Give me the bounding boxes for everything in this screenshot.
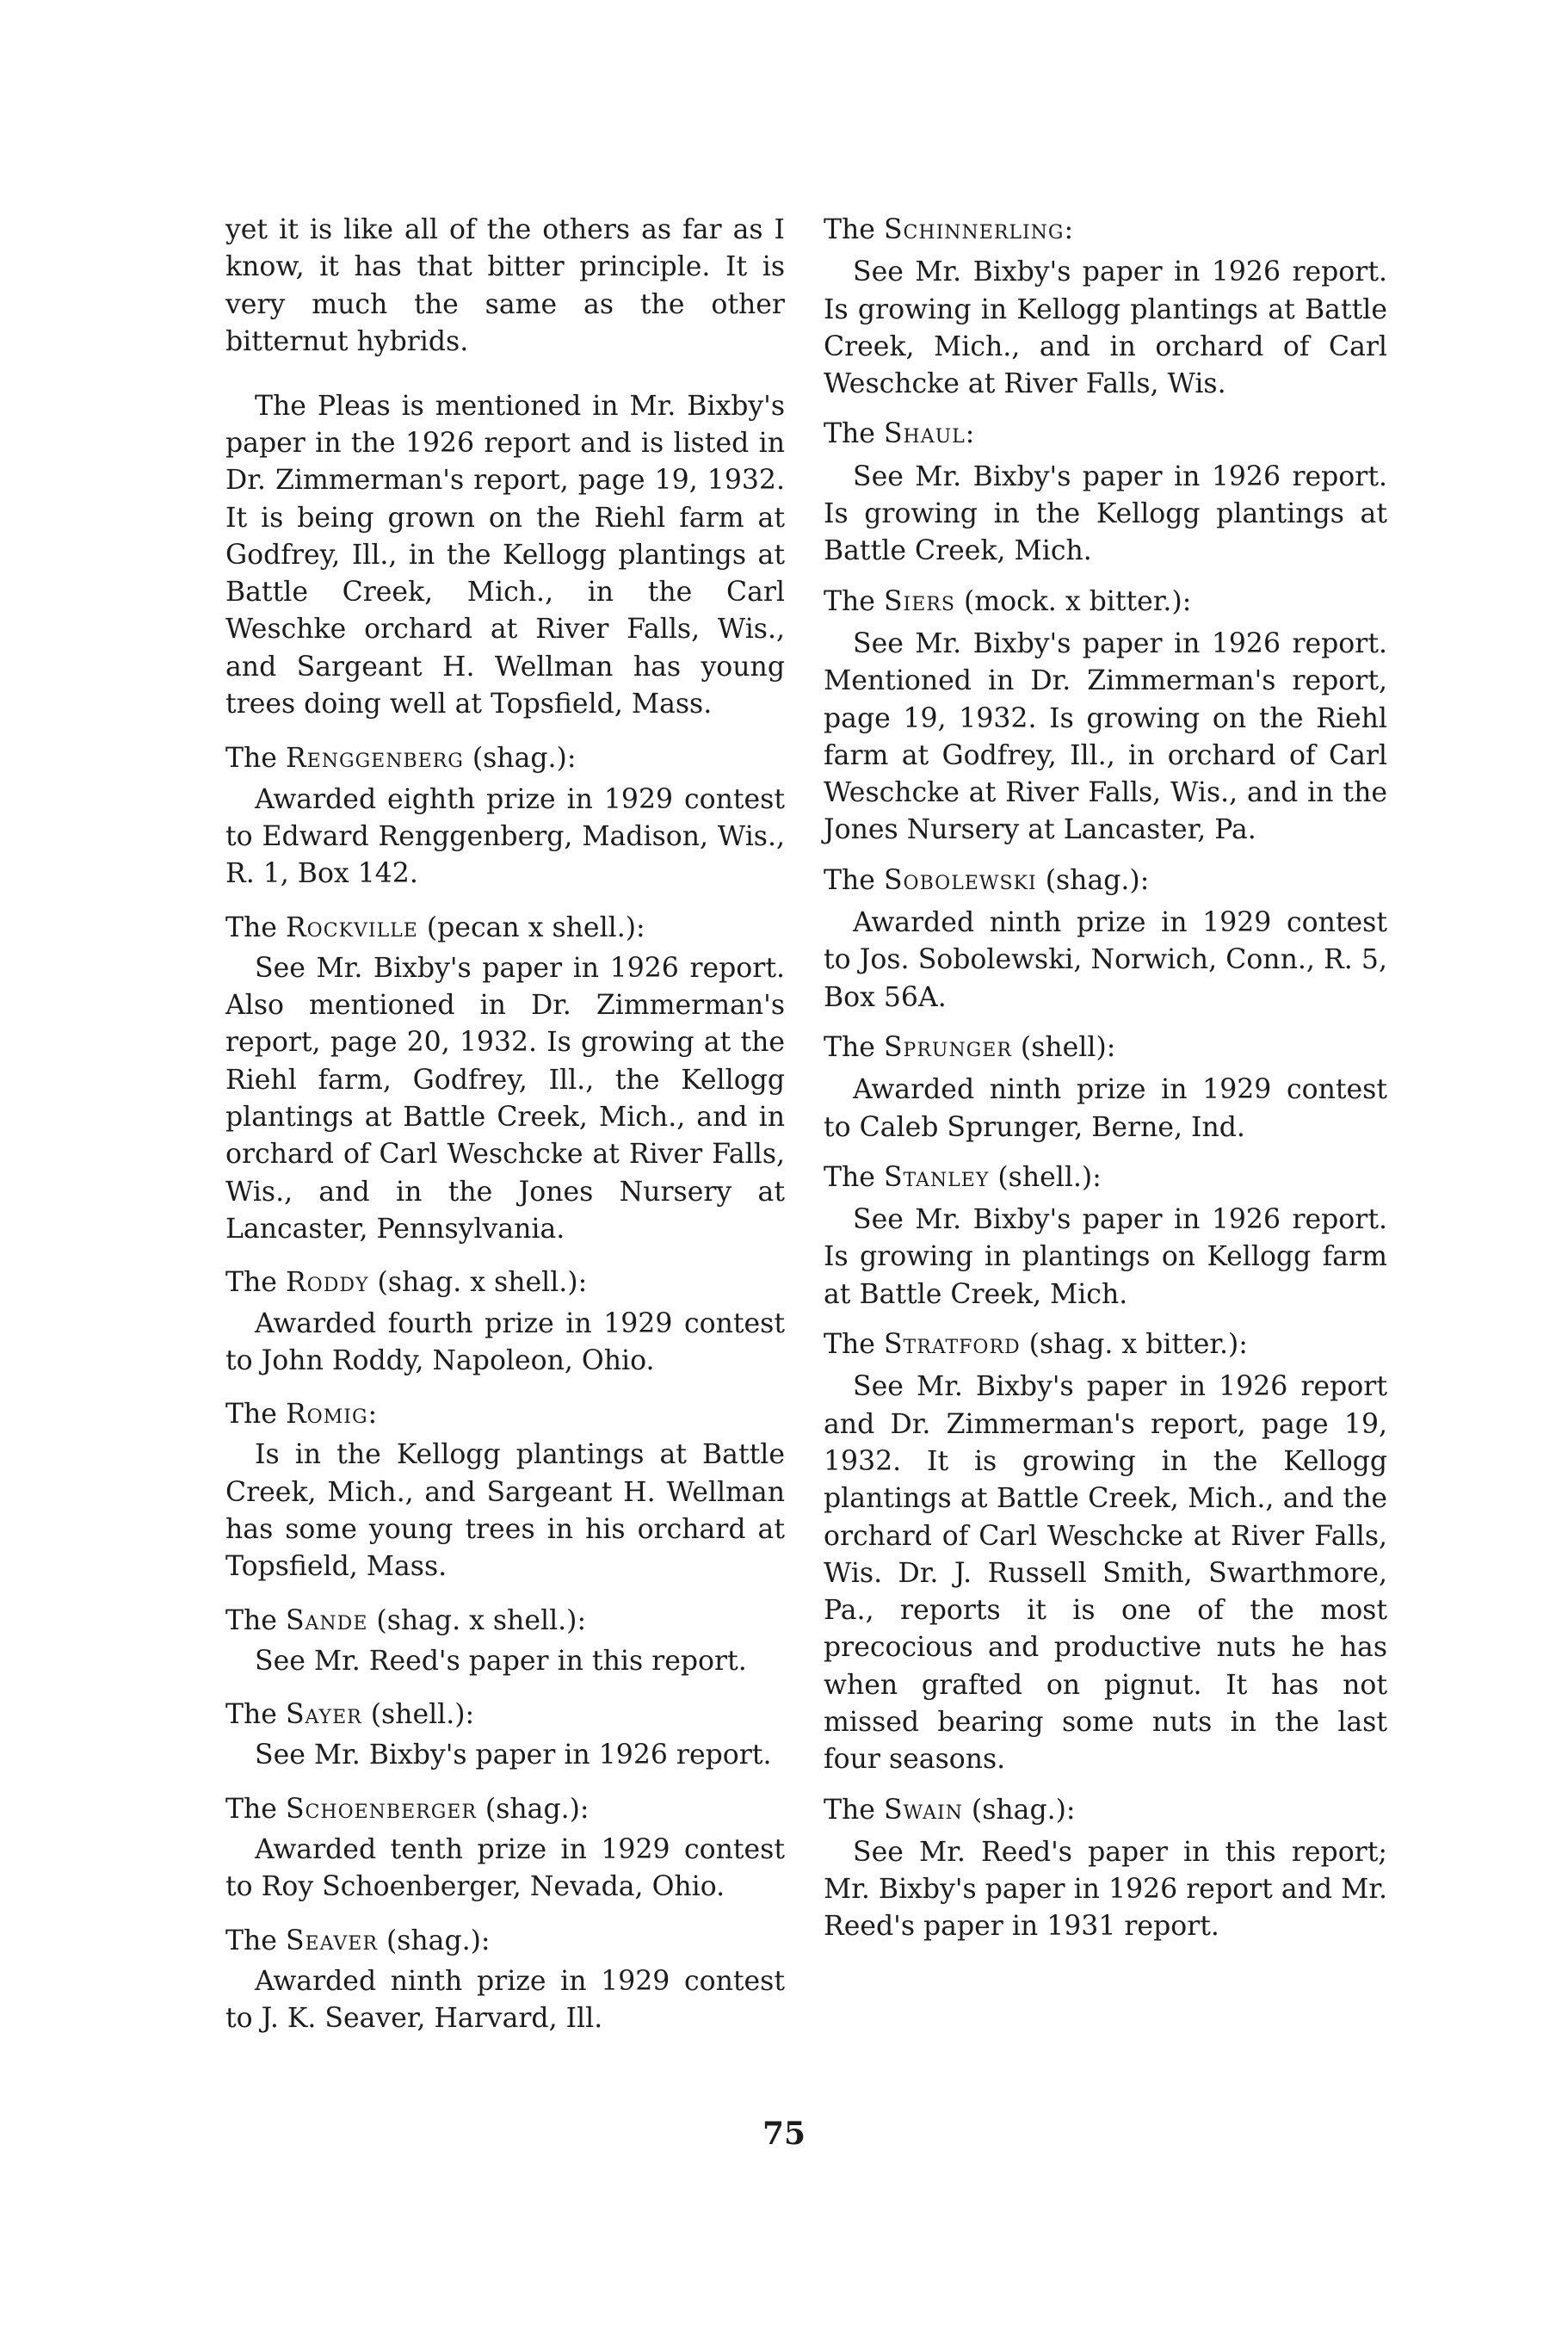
entry-title: The Stanley (shell.):: [824, 1161, 1102, 1193]
entry-title: The Sprunger (shell):: [824, 1031, 1116, 1063]
variety-entry-schoenberger: [225, 1791, 785, 1906]
entry-body: See Mr. Bixby's paper in 1926 report. Is growing in Kellogg plantings at Battle Creek, Mich., and in orchard of Carl Weschcke at River Falls, Wis.: [824, 256, 1387, 400]
page-number: 75: [762, 2116, 806, 2152]
entry-body: Awarded ninth prize in 1929 contest to Caleb Sprunger, Berne, Ind.: [824, 1074, 1387, 1143]
variety-entry-sprunger: [824, 1029, 1387, 1146]
entry-body: Awarded ninth prize in 1929 contest to Jos. Sobolewski, Norwich, Conn., R. 5, Box 56A.: [824, 907, 1387, 1013]
entry-title: The Rockville (pecan x shell.):: [225, 912, 645, 943]
entry-title: The Sande (shag. x shell.):: [225, 1604, 587, 1636]
entry-body: See Mr. Bixby's paper in 1926 report. Also mentioned in Dr. Zimmerman's report, page 20, 1932. Is growing at the Riehl farm, Godfrey, Ill., the Kellogg plantings at Battle Creek, Mich., and in orchard of Carl Weschcke at River Falls, Wis., and in the Jones Nursery at Lancaster, Pennsylvania.: [225, 952, 785, 1245]
entry-body: See Mr. Reed's paper in this report.: [255, 1645, 747, 1677]
entry-title: The Sayer (shell.):: [225, 1699, 475, 1731]
entry-body: See Mr. Bixby's paper in 1926 report. Mentioned in Dr. Zimmerman's report, page 19, 1932. Is growing on the Riehl farm at Godfrey, Ill., in orchard of Carl Weschcke at River Falls, Wis., and in the Jones Nursery at Lancaster, Pa.: [824, 627, 1387, 846]
entry-body: Awarded fourth prize in 1929 contest to John Roddy, Napoleon, Ohio.: [225, 1307, 785, 1376]
entry-title: The Stratford (shag. x bitter.):: [824, 1329, 1248, 1361]
entry-title: The Schinnerling:: [824, 214, 1074, 245]
variety-entry-sayer: [225, 1696, 785, 1775]
entry-body: Is in the Kellogg plantings at Battle Creek, Mich., and Sargeant H. Wellman has some young trees in his orchard at Topsfield, Mass.: [225, 1439, 785, 1583]
entry-body: Awarded tenth prize in 1929 contest to Roy Schoenberger, Nevada, Ohio.: [225, 1834, 785, 1903]
variety-entry-stanley: [824, 1159, 1387, 1313]
variety-entry-rockville: [225, 910, 785, 1249]
variety-entry-romig: [225, 1396, 785, 1585]
variety-entry-sande: [225, 1603, 785, 1681]
variety-entry-roddy: [225, 1264, 785, 1380]
variety-entry-seaver: [225, 1923, 785, 2038]
entry-body: Awarded eighth prize in 1929 contest to Edward Renggenberg, Madison, Wis., R. 1, Box 142.: [225, 783, 785, 890]
variety-entry-shaul: [824, 416, 1387, 570]
entry-title: The Sobolewski (shag.):: [824, 864, 1150, 896]
variety-entry-siers: [824, 584, 1387, 850]
entry-body: See Mr. Bixby's paper in 1926 report. Is growing in plantings on Kellogg farm at Battle Creek, Mich.: [824, 1204, 1387, 1310]
entry-title: The Schoenberger (shag.):: [225, 1793, 590, 1825]
continued-paragraph: yet it is like all of the others as far as I know, it has that bitter principle. It is very much the same as the other bitternut hybrids.: [225, 214, 785, 357]
entry-title: The Siers (mock. x bitter.):: [824, 585, 1192, 617]
right-column: [824, 212, 1387, 1959]
left-column: [225, 212, 785, 2055]
variety-entry-swain: [824, 1792, 1387, 1946]
entry-title: The Romig:: [225, 1399, 378, 1431]
entry-title: The Roddy (shag. x shell.):: [225, 1267, 588, 1299]
pleas-paragraph: The Pleas is mentioned in Mr. Bixby's paper in the 1926 report and is listed in Dr. Zimmerman's report, page 19, 1932. It is being grown on the Riehl farm at Godfrey, Ill., in the Kellogg plantings at Battle Creek, Mich., in the Carl Weschke orchard at River Falls, Wis., and Sargeant H. Wellman has young trees doing well at Topsfield, Mass.: [225, 390, 785, 720]
variety-entry-renggenberg: [225, 740, 785, 893]
variety-entry-stratford: [824, 1326, 1387, 1779]
entry-title: The Swain (shag.):: [824, 1794, 1076, 1826]
variety-entry-sobolewski: [824, 862, 1387, 1017]
entry-body: See Mr. Bixby's paper in 1926 report.: [255, 1740, 772, 1771]
entry-title: The Renggenberg (shag.):: [225, 743, 577, 775]
entry-body: See Mr. Bixby's paper in 1926 report and Dr. Zimmerman's report, page 19, 1932. It is growing in the Kellogg plantings at Battle Creek, Mich., and the orchard of Carl Weschcke at River Falls, Wis. Dr. J. Russell Smith, Swarthmore, Pa., reports it is one of the most precocious and productive nuts he has when grafted on pignut. It has not missed bearing some nuts in the last four seasons.: [824, 1371, 1387, 1776]
variety-entry-schinnerling: [824, 212, 1387, 403]
entry-body: Awarded ninth prize in 1929 contest to J. K. Seaver, Harvard, Ill.: [225, 1965, 785, 2035]
entry-body: See Mr. Bixby's paper in 1926 report. Is growing in the Kellogg plantings at Battle Creek, Mich.: [824, 460, 1387, 567]
entry-body: See Mr. Reed's paper in this report; Mr. Bixby's paper in 1926 report and Mr. Reed's paper in 1931 report.: [824, 1836, 1387, 1943]
entry-title: The Shaul:: [824, 418, 975, 450]
entry-title: The Seaver (shag.):: [225, 1925, 491, 1956]
